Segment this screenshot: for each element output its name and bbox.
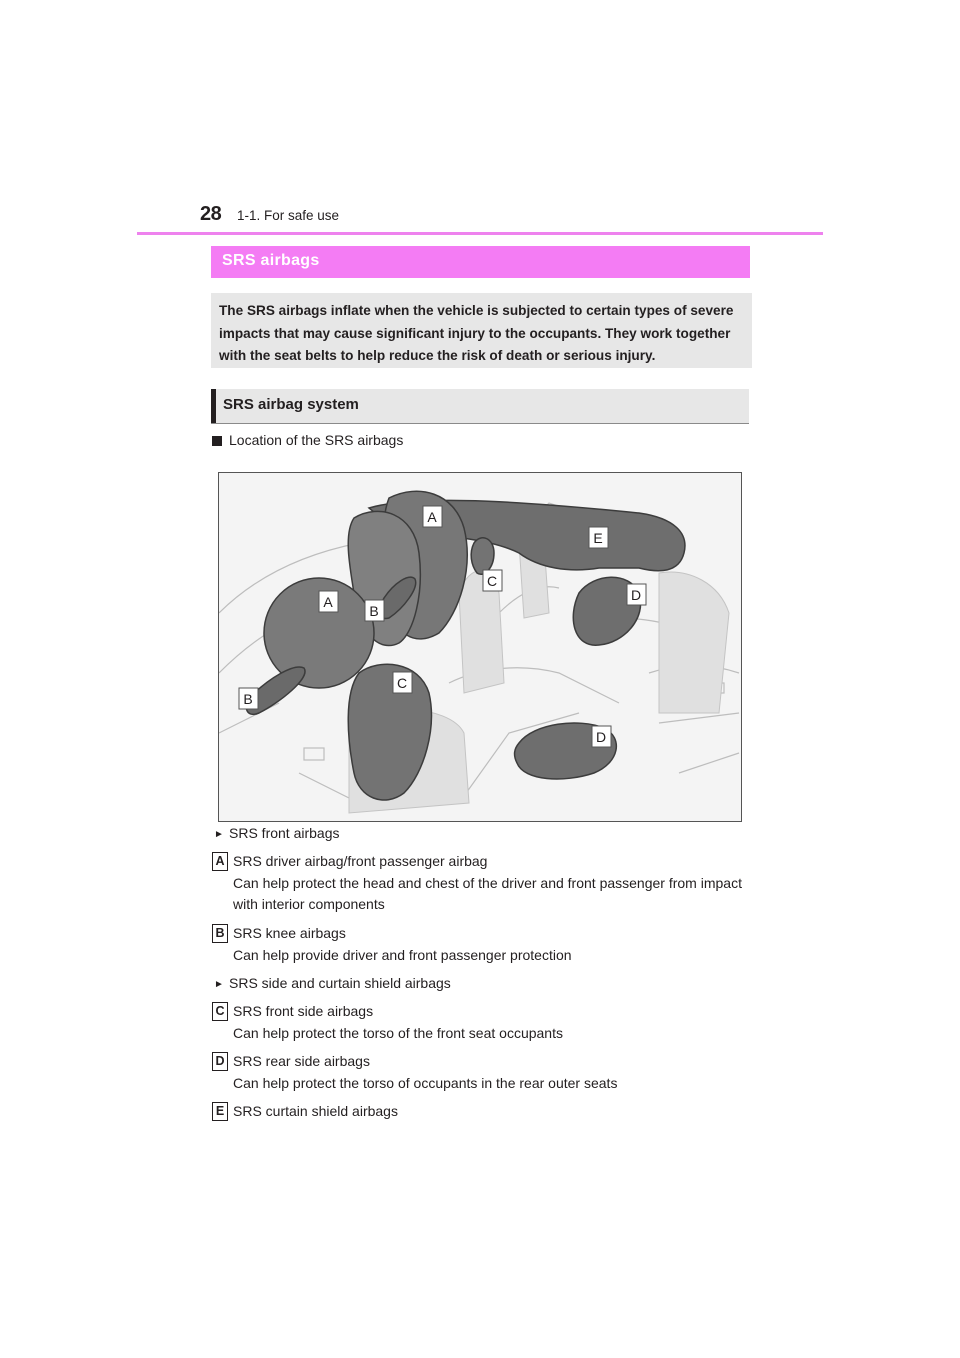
section-label: 1-1. For safe use bbox=[237, 208, 340, 223]
legend-item-desc: Can help provide driver and front passenger protection bbox=[233, 947, 572, 963]
airbag-illustration bbox=[218, 472, 742, 822]
figure-label: A bbox=[427, 509, 437, 525]
figure-label: B bbox=[243, 691, 253, 707]
legend-group-heading: SRS side and curtain shield airbags bbox=[229, 975, 451, 991]
arrow-bullet-icon: ► bbox=[214, 979, 224, 990]
figure-label: D bbox=[630, 587, 642, 603]
square-bullet-icon bbox=[212, 436, 222, 446]
legend-item-title: SRS front side airbags bbox=[233, 1003, 374, 1019]
figure-label: D bbox=[595, 729, 607, 745]
subheading-bar bbox=[211, 389, 216, 423]
legend-item-desc: Can help protect the torso of occupants in the rear outer seats bbox=[233, 1075, 618, 1091]
header-rule bbox=[137, 232, 823, 235]
page-title: SRS airbags bbox=[222, 252, 320, 269]
letter-badge: D bbox=[212, 1052, 228, 1071]
legend-item-title: SRS curtain shield airbags bbox=[233, 1103, 398, 1119]
location-heading: Location of the SRS airbags bbox=[229, 432, 404, 448]
figure-label: E bbox=[593, 530, 603, 546]
figure-label: A bbox=[323, 594, 333, 610]
airbag-diagram bbox=[219, 473, 741, 821]
legend-item-title: SRS knee airbags bbox=[233, 925, 346, 941]
figure-label: C bbox=[396, 675, 408, 691]
subheading: SRS airbag system bbox=[223, 396, 359, 413]
letter-badge: B bbox=[212, 924, 228, 943]
legend-group-heading: SRS front airbags bbox=[229, 825, 340, 841]
figure-label: C bbox=[486, 573, 498, 589]
figure-label: B bbox=[369, 603, 379, 619]
legend-item-desc: Can help protect the head and chest of the driver and front passenger from impact with interior components bbox=[233, 875, 742, 912]
legend-item-title: SRS driver airbag/front passenger airbag bbox=[233, 853, 488, 869]
letter-badge: C bbox=[212, 1002, 228, 1021]
page-number: 28 bbox=[200, 203, 222, 225]
letter-badge: A bbox=[212, 852, 228, 871]
arrow-bullet-icon: ► bbox=[214, 829, 224, 840]
legend-item-desc: Can help protect the torso of the front seat occupants bbox=[233, 1025, 563, 1041]
intro-text: The SRS airbags inflate when the vehicle is subjected to certain types of severe impacts that may cause significant injury to the occupants. They work together with the seat belts to help reduce the risk of death or serious injury. bbox=[219, 303, 734, 363]
letter-badge: E bbox=[212, 1102, 228, 1121]
legend-item-title: SRS rear side airbags bbox=[233, 1053, 370, 1069]
side-airbag-c-passenger bbox=[471, 538, 494, 575]
